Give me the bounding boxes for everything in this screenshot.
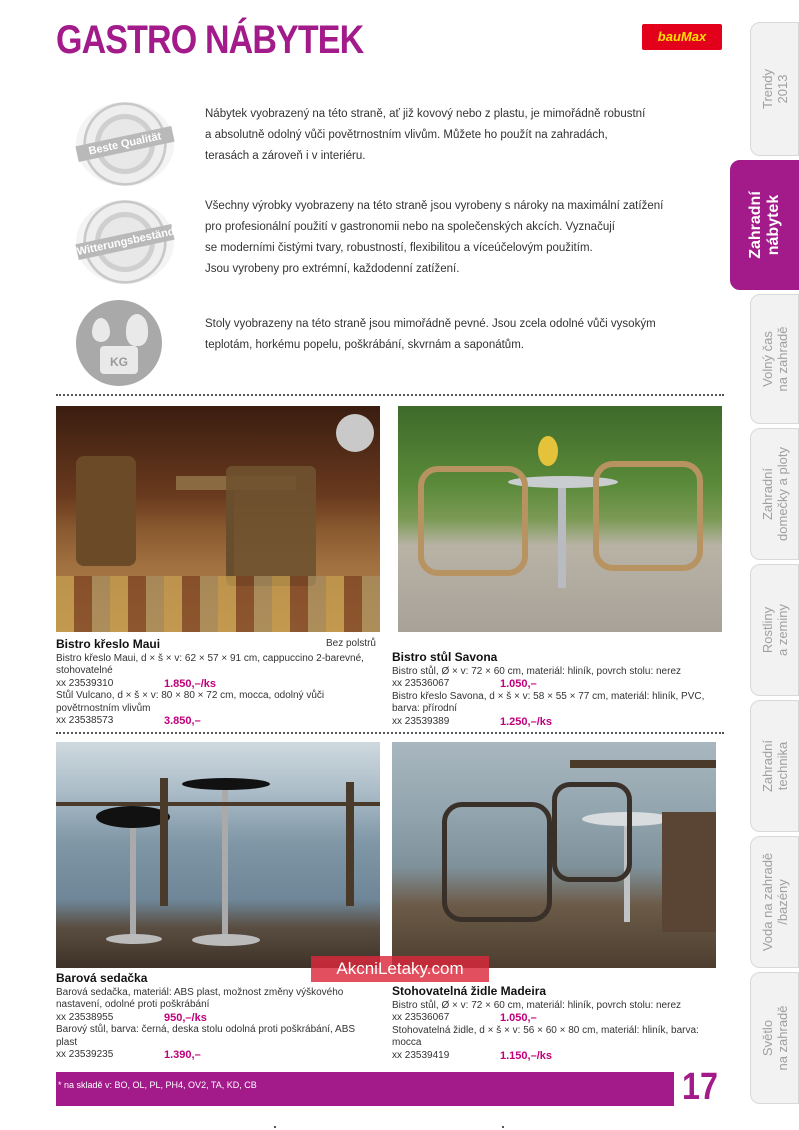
intro-line: Stoly vyobrazeny na této straně jsou mimořádně pevné. Jsou zcela odolné vůči vysokým xyxy=(205,318,656,330)
weight-icon: KG xyxy=(100,346,138,374)
product-desc: Barová sedačka, materiál: ABS plast, možnost změny výškového nastavení, odolné proti poškrábání xyxy=(56,986,344,1010)
product-desc: Barový stůl, barva: černá, deska stolu odolná proti poškrábání, ABS plast xyxy=(56,1024,356,1048)
product-title: Bistro křeslo Maui xyxy=(56,637,161,651)
product-desc: Bistro křeslo Savona, d × š × v: 58 × 55 × 77 cm, materiál: hliník, PVC, barva: přírodní xyxy=(392,690,705,714)
product-price: 3.850,– xyxy=(164,715,201,727)
intro-paragraph-2 xyxy=(205,196,675,280)
intro-line: terasách a zároveň i v interiéru. xyxy=(205,150,366,162)
quality-badge-icon xyxy=(76,102,174,186)
crop-mark xyxy=(502,1126,504,1128)
product-desc: Stůl Vulcano, d × š × v: 80 × 80 × 72 cm, mocca, odolný vůči povětrnostním vlivům xyxy=(56,690,325,714)
tab-label: Trendy 2013 xyxy=(759,69,790,109)
product-photo-madeira xyxy=(392,742,716,968)
product-desc: Stohovatelná židle, d × š × v: 56 × 60 × 80 cm, materiál: hliník, barva: mocca xyxy=(392,1024,699,1048)
product-code: xx 23536067 xyxy=(392,678,450,689)
product-photo-bar-stool xyxy=(56,742,380,968)
product-title: Barová sedačka xyxy=(56,971,148,985)
product-code: xx 23536067 xyxy=(392,1012,450,1023)
intro-line: pro profesionální použití v gastronomii nebo na společenských akcích. Vyznačují xyxy=(205,221,615,233)
intro-line: teplotám, horkému popelu, poškrábání, skvrnám a saponátům. xyxy=(205,339,524,351)
product-code: xx 23539389 xyxy=(392,715,450,727)
tab-label: Zahradní nábytek xyxy=(746,191,782,259)
dotted-divider xyxy=(56,732,724,734)
intro-line: Nábytek vyobrazený na této straně, ať již kovový nebo z plastu, je mimořádně robustní xyxy=(205,108,646,120)
tab-label: Rostliny a zeminy xyxy=(759,603,790,657)
tab-label: Volný čas na zahradě xyxy=(759,326,790,392)
product-title: Bistro stůl Savona xyxy=(392,650,498,664)
product-desc: Bistro stůl, Ø × v: 72 × 60 cm, materiál: hliník, povrch stolu: nerez xyxy=(392,665,682,677)
drop-icon xyxy=(92,318,110,342)
brand-logo: bauMax xyxy=(642,24,722,50)
badge-label: Beste Qualität xyxy=(75,126,174,162)
intro-paragraph-1 xyxy=(205,104,675,167)
product-madeira xyxy=(392,985,712,1062)
tab-voda[interactable] xyxy=(750,836,799,968)
stock-note: * na skladě v: BO, OL, PL, PH4, OV2, TA, KD, CB xyxy=(58,1080,257,1090)
product-bar-stool xyxy=(56,972,376,1062)
product-photo-maui xyxy=(56,406,380,632)
dotted-divider xyxy=(56,394,724,396)
intro-line: se moderními čistými tvary, robustností, flexibilitou a víceúčelovým použitím. xyxy=(205,242,593,254)
product-note: Bez polstrů xyxy=(325,638,376,649)
product-code: xx 23539235 xyxy=(56,1049,114,1060)
intro-line: Všechny výrobky vyobrazeny na této straně jsou vyrobeny s nároky na maximální zatížení xyxy=(205,200,664,212)
product-price: 950,–/ks xyxy=(164,1011,207,1024)
product-code: xx 23538573 xyxy=(56,715,114,726)
intro-line: a absolutně odolný vůči povětrnostním vlivům. Můžete ho použít na zahradách, xyxy=(205,129,608,141)
tab-label: Zahradní technika xyxy=(759,739,790,793)
badge-label: Witterungsbeständig xyxy=(75,223,186,259)
product-price: 1.050,– xyxy=(500,1012,537,1024)
page-title: GASTRO NÁBYTEK xyxy=(56,18,364,62)
page-number: 17 xyxy=(682,1066,718,1108)
product-savona xyxy=(392,651,712,728)
product-price: 1.390,– xyxy=(164,1049,201,1061)
tab-svetlo[interactable] xyxy=(750,972,799,1104)
tab-trendy[interactable] xyxy=(750,22,799,156)
resistance-badge-icon xyxy=(76,300,162,386)
tab-zahradni-nabytek[interactable] xyxy=(730,160,799,290)
product-price: 1.250,–/ks xyxy=(500,715,552,728)
tab-volny-cas[interactable] xyxy=(750,294,799,424)
intro-paragraph-3 xyxy=(205,314,675,356)
tab-label: Světlo na zahradě xyxy=(759,1005,790,1071)
tab-label: Zahradní domečky a ploty xyxy=(759,447,790,541)
product-price: 1.050,– xyxy=(500,678,537,690)
weatherproof-badge-icon xyxy=(75,200,186,284)
product-photo-savona xyxy=(398,406,722,632)
tab-domecky-ploty[interactable] xyxy=(750,428,799,560)
product-maui xyxy=(56,638,376,728)
watermark: AkcniLetaky.com xyxy=(311,956,489,982)
product-code: xx 23539310 xyxy=(56,677,114,689)
product-price: 1.850,–/ks xyxy=(164,677,216,690)
product-code: xx 23539419 xyxy=(392,1049,450,1061)
product-title: Stohovatelná židle Madeira xyxy=(392,984,547,998)
product-code: xx 23538955 xyxy=(56,1011,114,1023)
tab-technika[interactable] xyxy=(750,700,799,832)
product-desc: Bistro stůl, Ø × v: 72 × 60 cm, materiál: hliník, povrch stolu: nerez xyxy=(392,999,682,1011)
crop-mark xyxy=(274,1126,276,1128)
tab-label: Voda na zahradě /bazény xyxy=(759,852,790,952)
product-desc: Bistro křeslo Maui, d × š × v: 62 × 57 × 91 cm, cappuccino 2-barevné, stohovatelné xyxy=(56,652,364,676)
flame-icon xyxy=(126,314,148,346)
intro-line: Jsou vyrobeny pro extrémní, každodenní zatížení. xyxy=(205,263,460,275)
product-price: 1.150,–/ks xyxy=(500,1049,552,1062)
tab-rostliny[interactable] xyxy=(750,564,799,696)
